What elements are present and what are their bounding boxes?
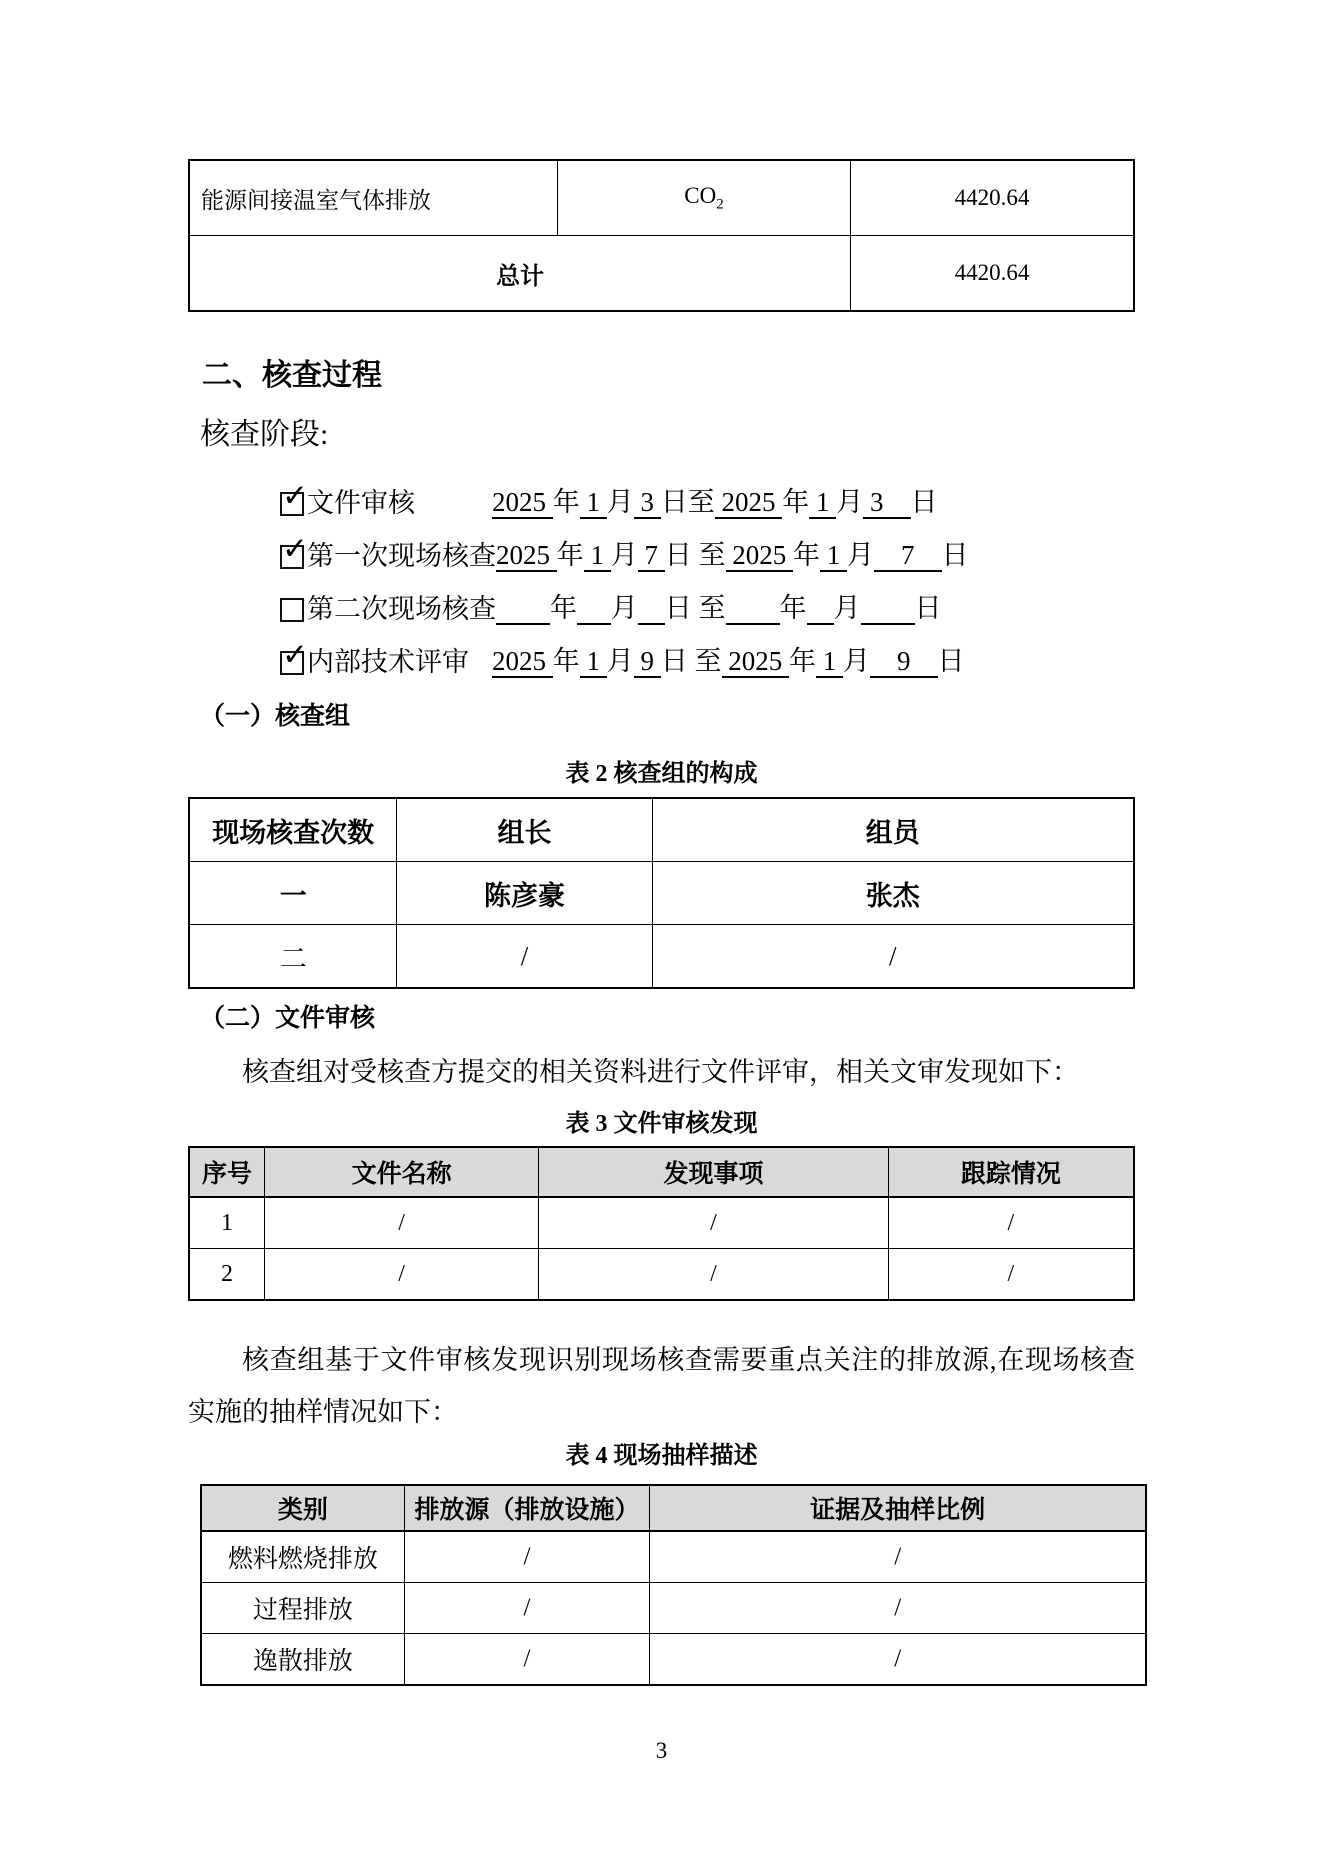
date-text: 月 xyxy=(833,593,861,623)
emission-summary-table xyxy=(188,159,1135,312)
date-text: 年 xyxy=(550,593,577,623)
date-text: 年 xyxy=(556,540,584,570)
table-row xyxy=(189,862,1134,925)
column-header: 现场核查次数 xyxy=(189,798,397,862)
date-text: 日 xyxy=(914,593,942,623)
stage-line xyxy=(188,594,1135,625)
table-row xyxy=(189,1249,1134,1301)
total-label-cell: 总计 xyxy=(189,236,850,312)
date-blank: 1 xyxy=(820,540,847,570)
document-review-paragraph: 核查组对受核查方提交的相关资料进行文件评审，相关文审发现如下： xyxy=(242,1057,1079,1087)
date-text: 日 xyxy=(937,646,965,676)
table-cell: / xyxy=(650,1634,1146,1686)
table-cell: 1 xyxy=(189,1197,265,1249)
stage-heading: 核查阶段: xyxy=(200,418,329,451)
date-blank xyxy=(496,594,550,625)
table-cell: / xyxy=(404,1531,650,1583)
date-blank xyxy=(726,594,780,625)
verification-team-table xyxy=(188,797,1135,989)
onsite-sampling-table xyxy=(200,1484,1147,1686)
total-value-cell: 4420.64 xyxy=(850,236,1134,312)
date-blank: 2025 xyxy=(492,487,553,517)
stage-label-wrap xyxy=(280,541,496,572)
date-text: 年 xyxy=(779,593,807,623)
stage-label: 内部技术评审 xyxy=(307,647,469,677)
table-header-row xyxy=(189,1147,1134,1197)
date-text: 年 xyxy=(552,646,580,676)
date-text: 日 至 xyxy=(664,593,726,623)
table-cell: / xyxy=(650,1531,1146,1583)
column-header: 组长 xyxy=(397,798,652,862)
emission-value-cell: 4420.64 xyxy=(850,160,1134,236)
table-cell: / xyxy=(404,1634,650,1686)
date-text: 月 xyxy=(843,646,870,676)
table-cell: 一 xyxy=(189,862,397,925)
date-blank: 2025 xyxy=(725,540,793,570)
table-cell: 二 xyxy=(189,925,397,989)
stage-date xyxy=(496,593,942,625)
column-header: 文件名称 xyxy=(265,1147,539,1197)
stage-label: 第一次现场核查 xyxy=(307,541,496,571)
stage-date xyxy=(492,487,938,519)
stage-label: 第二次现场核查 xyxy=(307,594,496,624)
date-blank xyxy=(807,594,834,625)
page-content xyxy=(188,0,1135,1686)
table-cell: / xyxy=(652,925,1134,989)
stage-label-wrap xyxy=(280,488,492,519)
date-text: 年 xyxy=(793,540,820,570)
table-cell: / xyxy=(650,1583,1146,1634)
stage-line xyxy=(188,541,1135,572)
date-text: 月 xyxy=(606,487,634,517)
table-row xyxy=(189,1197,1134,1249)
date-blank: 3 xyxy=(633,487,661,517)
date-blank: 9 xyxy=(633,646,661,676)
date-text: 日至 xyxy=(660,487,715,517)
date-blank: 9 xyxy=(870,646,938,676)
stage-date xyxy=(496,540,969,572)
column-header: 序号 xyxy=(189,1147,265,1197)
table-cell: / xyxy=(888,1249,1134,1301)
document-review-findings-table xyxy=(188,1146,1135,1301)
date-text: 日 至 xyxy=(660,646,722,676)
date-blank: 7 xyxy=(874,540,942,570)
column-header: 证据及抽样比例 xyxy=(650,1485,1146,1531)
table-row xyxy=(201,1531,1146,1583)
date-blank: 2025 xyxy=(496,540,557,570)
subsection2-title: （二）文件审核 xyxy=(200,1005,376,1032)
date-text: 月 xyxy=(610,593,638,623)
stage-label-wrap xyxy=(280,594,496,625)
date-blank: 1 xyxy=(579,487,607,517)
table4-caption: 表 4 现场抽样描述 xyxy=(565,1443,758,1469)
stage-line xyxy=(188,488,1135,519)
date-text: 日 xyxy=(941,540,969,570)
table-cell: / xyxy=(265,1249,539,1301)
column-header: 跟踪情况 xyxy=(888,1147,1134,1197)
checkbox-checked-icon[interactable] xyxy=(280,545,304,569)
stage-date xyxy=(492,646,965,678)
table-cell: 陈彦豪 xyxy=(397,862,652,925)
table-cell: / xyxy=(265,1197,539,1249)
date-blank xyxy=(577,594,611,625)
date-blank: 3 xyxy=(863,487,911,517)
table-cell: 张杰 xyxy=(652,862,1134,925)
date-blank xyxy=(861,594,915,625)
checkbox-checked-icon[interactable] xyxy=(280,492,304,516)
table-header-row xyxy=(201,1485,1146,1531)
date-text: 月 xyxy=(847,540,874,570)
date-text: 年 xyxy=(782,487,810,517)
table-cell: / xyxy=(397,925,652,989)
date-blank: 1 xyxy=(816,646,843,676)
table-row xyxy=(189,925,1134,989)
table-cell: / xyxy=(539,1249,889,1301)
emission-category-cell: 能源间接温室气体排放 xyxy=(189,160,558,236)
verification-stages xyxy=(188,488,1135,678)
table-cell: / xyxy=(888,1197,1134,1249)
date-blank: 7 xyxy=(637,540,665,570)
sampling-paragraph: 核查组基于文件审核发现识别现场核查需要重点关注的排放源,在现场核查实施的抽样情况如下： xyxy=(188,1345,1135,1427)
date-text: 月 xyxy=(836,487,864,517)
date-blank xyxy=(638,594,665,625)
column-header: 类别 xyxy=(201,1485,404,1531)
column-header: 排放源（排放设施） xyxy=(404,1485,650,1531)
date-text: 月 xyxy=(610,540,638,570)
checkbox-unchecked-icon[interactable] xyxy=(280,598,304,622)
table-cell: / xyxy=(404,1583,650,1634)
column-header: 发现事项 xyxy=(539,1147,889,1197)
stage-label-wrap xyxy=(280,647,492,678)
date-blank: 1 xyxy=(809,487,837,517)
date-text: 年 xyxy=(552,487,580,517)
table-header-row xyxy=(189,798,1134,862)
stage-line xyxy=(188,647,1135,678)
table-cell: 2 xyxy=(189,1249,265,1301)
date-blank: 1 xyxy=(579,646,607,676)
page-number: 3 xyxy=(655,1738,668,1763)
table-cell: / xyxy=(539,1197,889,1249)
table-cell: 过程排放 xyxy=(201,1583,404,1634)
date-blank: 2025 xyxy=(721,646,789,676)
subsection1-title: （一）核查组 xyxy=(200,703,351,730)
date-text: 年 xyxy=(789,646,816,676)
table-row xyxy=(189,160,1134,236)
date-text: 日 至 xyxy=(664,540,726,570)
date-text: 月 xyxy=(606,646,634,676)
stage-label: 文件审核 xyxy=(307,488,415,518)
table-row xyxy=(201,1583,1146,1634)
table-row xyxy=(189,236,1134,312)
table-row xyxy=(201,1634,1146,1686)
date-text: 日 xyxy=(910,487,938,517)
table3-caption: 表 3 文件审核发现 xyxy=(565,1111,758,1137)
date-blank: 2025 xyxy=(714,487,783,517)
date-blank: 1 xyxy=(583,540,611,570)
column-header: 组员 xyxy=(652,798,1134,862)
section-title: 二、核查过程 xyxy=(202,359,382,392)
date-blank: 2025 xyxy=(492,646,553,676)
table-cell: 逸散排放 xyxy=(201,1634,404,1686)
gas-type-cell: $CO_2$ xyxy=(558,160,851,236)
checkbox-checked-icon[interactable] xyxy=(280,651,304,675)
table2-caption: 表 2 核查组的构成 xyxy=(565,761,758,787)
table-cell: 燃料燃烧排放 xyxy=(201,1531,404,1583)
